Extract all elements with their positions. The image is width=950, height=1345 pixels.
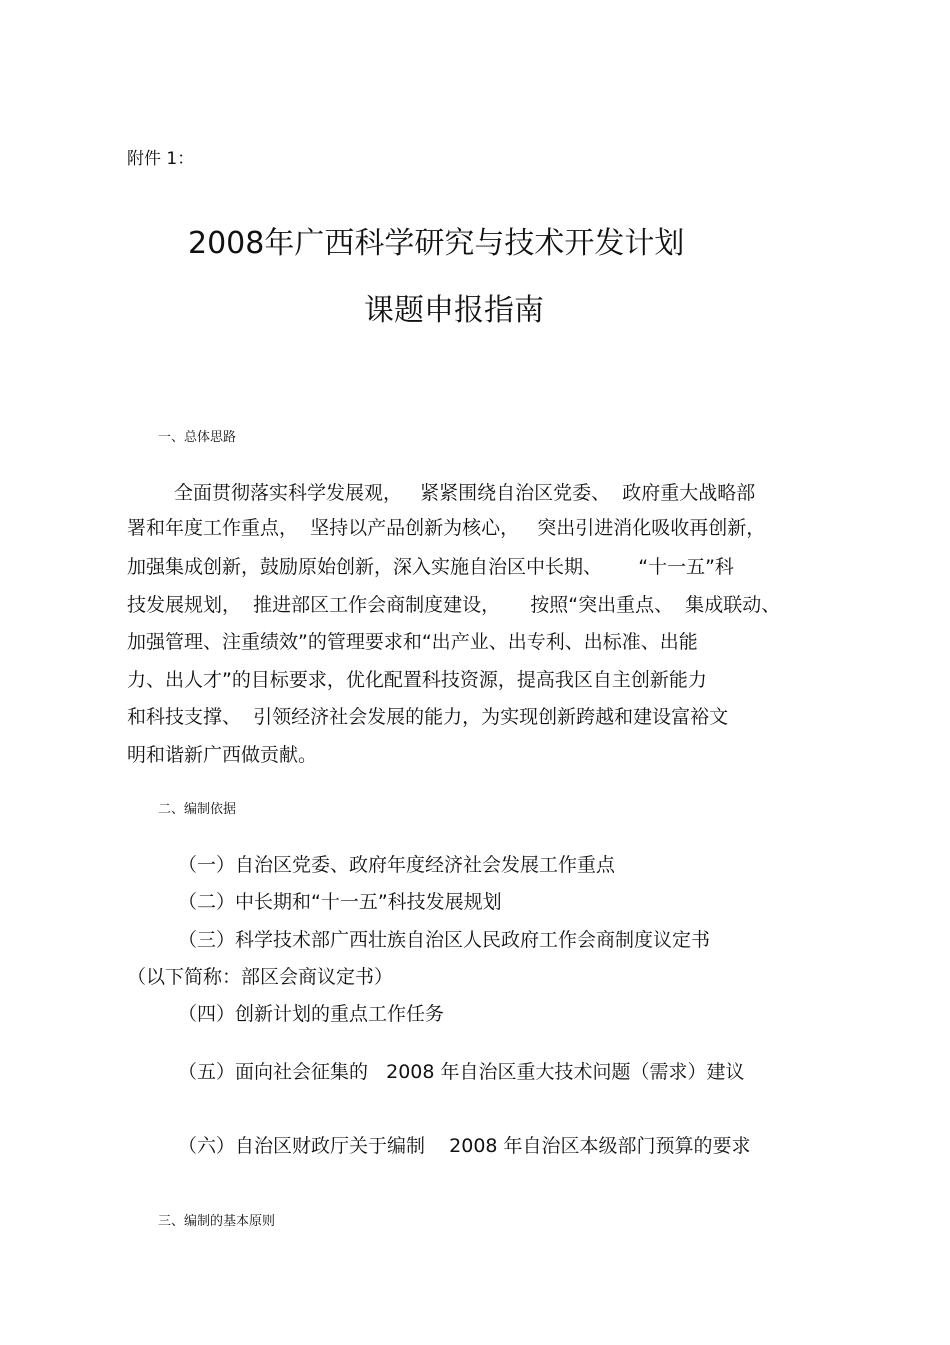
list-item: （六）自治区财政厅关于编制 2008 年自治区本级部门预算的要求 bbox=[178, 1135, 751, 1157]
list-item: （以下简称：部区会商议定书） bbox=[127, 966, 394, 988]
attachment-label: 附件 1： bbox=[127, 149, 195, 169]
paragraph-line: 和科技支撑、 引领经济社会发展的能力，为实现创新跨越和建设富裕文 bbox=[127, 706, 729, 728]
document-title-line1: 2008年广西科学研究与技术开发计划 bbox=[188, 226, 685, 261]
section-heading-basis: 二、编制依据 bbox=[158, 802, 237, 817]
paragraph-line: 加强管理、注重绩效”的管理要求和“出产业、出专利、出标准、出能 bbox=[127, 631, 698, 653]
list-item: （四）创新计划的重点工作任务 bbox=[178, 1003, 445, 1025]
section-heading-overall-approach: 一、总体思路 bbox=[158, 430, 237, 445]
paragraph-line: 全面贯彻落实科学发展观， 紧紧围绕自治区党委、 政府重大战略部 bbox=[174, 482, 756, 504]
paragraph-line: 力、出人才”的目标要求，优化配置科技资源，提高我区自主创新能力 bbox=[127, 669, 707, 691]
paragraph-line: 技发展规划， 推进部区工作会商制度建设， 按照“突出重点、 集成联动、 bbox=[127, 594, 781, 616]
document-title-line2: 课题申报指南 bbox=[364, 293, 544, 328]
section-heading-principles: 三、编制的基本原则 bbox=[158, 1214, 276, 1229]
paragraph-line: 署和年度工作重点， 坚持以产品创新为核心， 突出引进消化吸收再创新， bbox=[127, 517, 766, 539]
list-item: （三）科学技术部广西壮族自治区人民政府工作会商制度议定书 bbox=[178, 929, 711, 951]
list-item: （五）面向社会征集的 2008 年自治区重大技术问题（需求）建议 bbox=[178, 1061, 745, 1083]
list-item: （二）中长期和“十一五”科技发展规划 bbox=[178, 891, 502, 913]
paragraph-line: 加强集成创新，鼓励原始创新，深入实施自治区中长期、 “十一五”科 bbox=[127, 556, 734, 578]
list-item: （一）自治区党委、政府年度经济社会发展工作重点 bbox=[178, 854, 616, 876]
paragraph-line: 明和谐新广西做贡献。 bbox=[127, 744, 318, 766]
